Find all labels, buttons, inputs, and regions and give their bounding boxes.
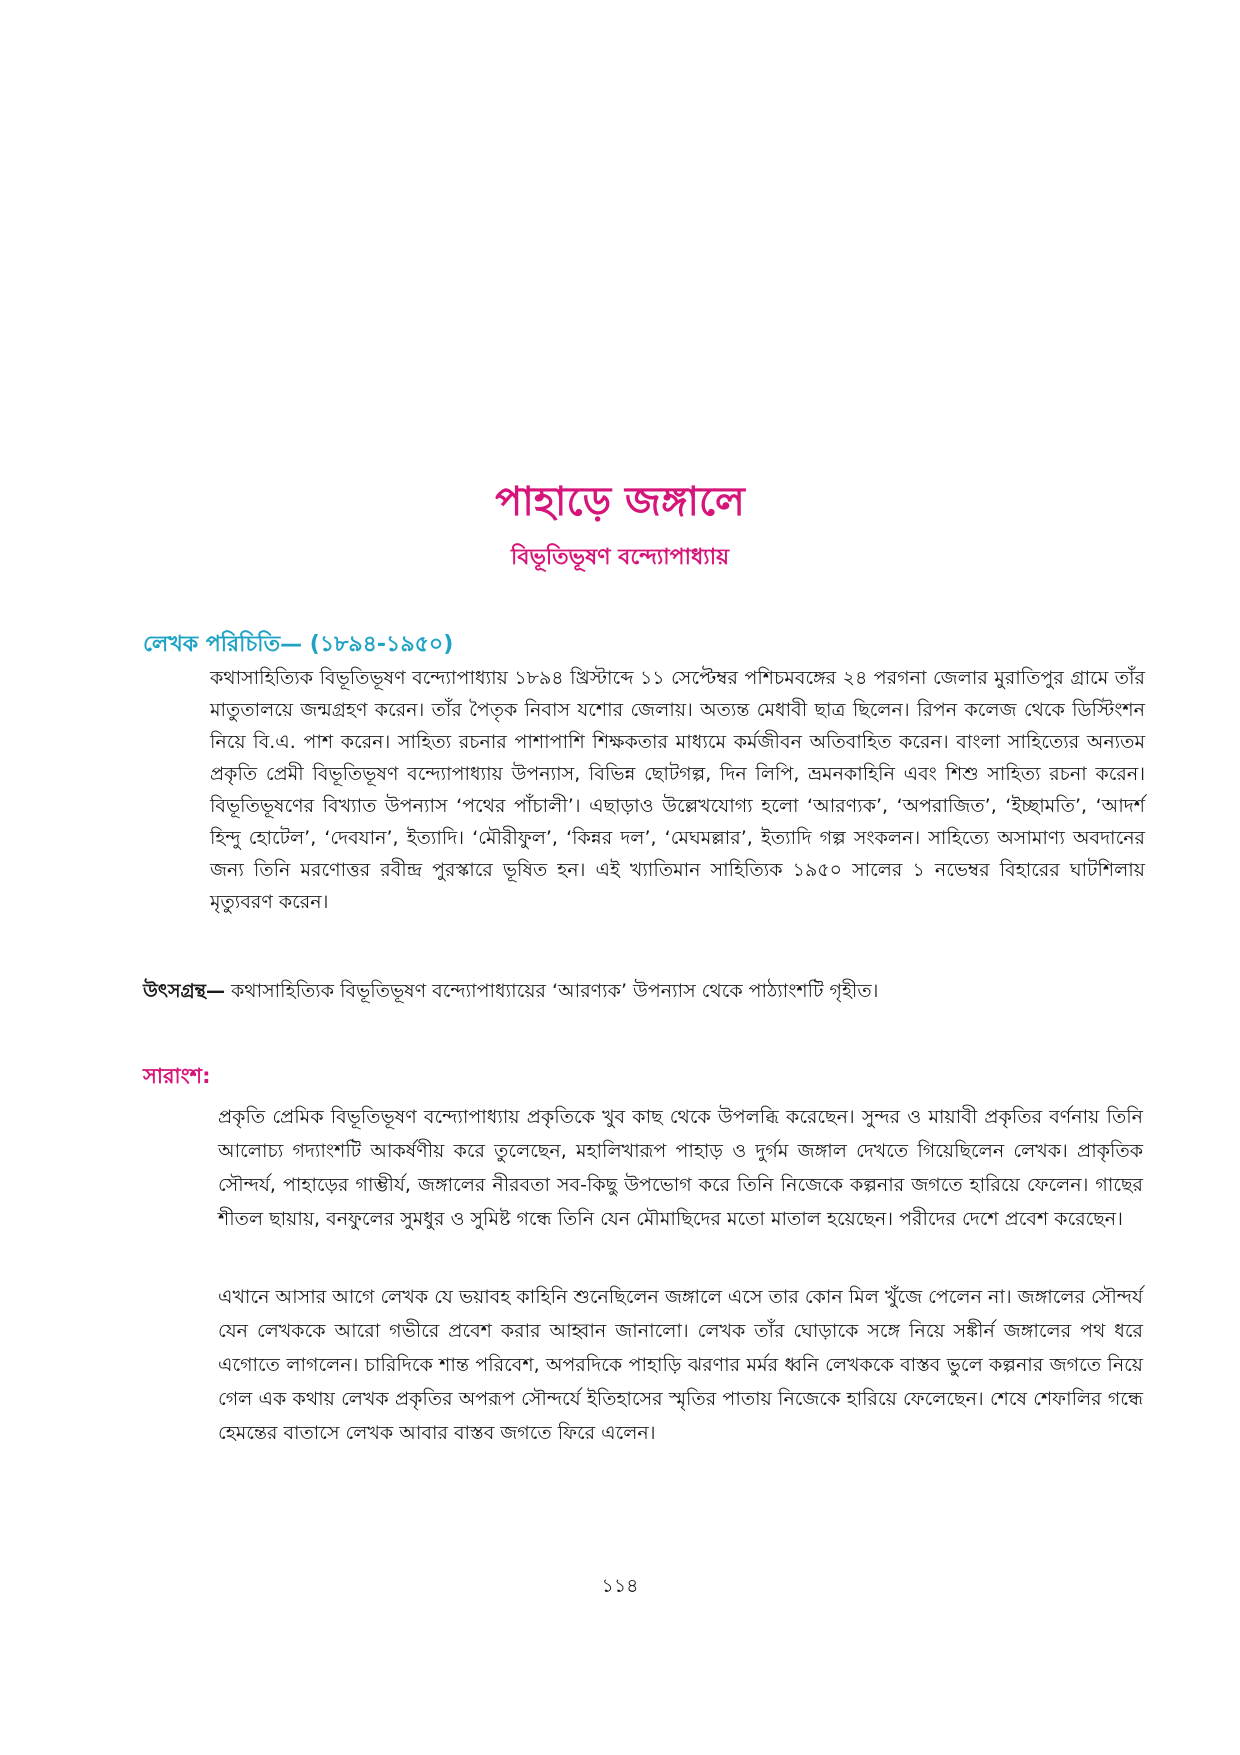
source-text: কথাসাহিত্যিক বিভূতিভূষণ বন্দ্যোপাধ্যায়ের ‘আরণ্যক’ উপন্যাস থেকে পাঠ্যাংশটি গৃহীত। [224,980,879,1002]
summary-paragraph: এখানে আসার আগে লেখক যে ভয়াবহ কাহিনি শুনেছিলেন জঙ্গালে এসে তার কোন মিল খুঁজে পেলেন না। জঙ্গালের সৌন্দর্য যেন লেখককে আরো গভীরে প্রবেশ করার আহ্বান জানালো। লেখক তাঁর ঘোড়াকে সঙ্গে নিয়ে সঙ্কীর্ন জঙ্গালের পথ ধরে এগোতে লাগলেন। চারিদিকে শান্ত পরিবেশ, অপরদিকে পাহাড়ি ঝরণার মর্মর ধ্বনি লেখককে বাস্তব ভুলে কল্পনার জগতে নিয়ে গেল এক কথায় লেখক প্রকৃতির অপরূপ সৌন্দর্যে ইতিহাসের স্মৃতির পাতায় নিজেকে হারিয়ে ফেলেছেন। শেষে শেফালির গন্ধে হেমন্তের বাতাসে লেখক আবার বাস্তব জগতে ফিরে এলেন। [218,1286,1143,1444]
summary-heading: সারাংশ: [143,1064,211,1088]
page-number: ১১৪ [601,1575,639,1597]
author-name: বিভূতিভূষণ বন্দ্যোপাধ্যায় [510,545,730,570]
author-bio-heading: লেখক পরিচিতি— (১৮৯৪-১৯৫০) [143,632,454,657]
source-line [143,975,1153,1007]
chapter-title: পাহাড়ে জঙ্গালে [495,479,745,525]
source-label: উৎসগ্রন্থ— [143,980,225,1002]
author-bio-text: কথাসাহিত্যিক বিভূতিভূষণ বন্দ্যোপাধ্যায় ১৮৯৪ খ্রিস্টাব্দে ১১ সেপ্টেম্বর পশিচমবঙ্গের ২৪ পরগনা জেলার মুরাতিপুর গ্রামে তাঁর মাতুতালয়ে জন্মগ্রহণ করেন। তাঁর পৈতৃক নিবাস যশোর জেলায়। অত্যন্ত মেধাবী ছাত্র ছিলেন। রিপন কলেজ থেকে ডিস্টিংশন নিয়ে বি.এ. পাশ করেন। সাহিত্য রচনার পাশাপাশি শিক্ষকতার মাধ্যমে কর্মজীবন অতিবাহিত করেন। বাংলা সাহিত্যের অন্যতম প্রকৃতি প্রেমী বিভূতিভূষণ বন্দ্যোপাধ্যায় উপন্যাস, বিভিন্ন ছোটগল্প, দিন লিপি, ভ্রমনকাহিনি এবং শিশু সাহিত্য রচনা করেন। বিভূতিভূষণের বিখ্যাত উপন্যাস ‘পথের পাঁচালী’। এছাড়াও উল্লেখযোগ্য হলো ‘আরণ্যক’, ‘অপরাজিত’, ‘ইচ্ছামতি’, ‘আদর্শ হিন্দু হোটেল’, ‘দেবযান’, ইত্যাদি। ‘মৌরীফুল’, ‘কিন্নর দল’, ‘মেঘমল্লার’, ইত্যাদি গল্প সংকলন। সাহিত্যে অসামাণ্য অবদানের জন্য তিনি মরণোত্তর রবীন্দ্র পুরস্কারে ভূষিত হন। এই খ্যাতিমান সাহিত্যিক ১৯৫০ সালের ১ নভেম্বর বিহারের ঘাটশিলায় মৃত্যুবরণ করেন। [210,667,1145,913]
summary-paragraph: প্রকৃতি প্রেমিক বিভূতিভূষণ বন্দ্যোপাধ্যায় প্রকৃতিকে খুব কাছ থেকে উপলব্ধি করেছেন। সুন্দর ও মায়াবী প্রকৃতির বর্ণনায় তিনি আলোচ্য গদ্যাংশটি আকর্ষণীয় করে তুলেছেন, মহালিখারূপ পাহাড় ও দুর্গম জঙ্গাল দেখতে গিয়েছিলেন লেখক। প্রাকৃতিক সৌন্দর্য, পাহাড়ের গাম্ভীর্য, জঙ্গালের নীরবতা সব-কিছু উপভোগ করে তিনি নিজেকে কল্পনার জগতে হারিয়ে ফেলেন। গাছের শীতল ছায়ায়, বনফুলের সুমধুর ও সুমিষ্ট গন্ধে তিনি যেন মৌমাছিদের মতো মাতাল হয়েছেন। পরীদের দেশে প্রবেশ করেছেন। [218,1106,1143,1230]
